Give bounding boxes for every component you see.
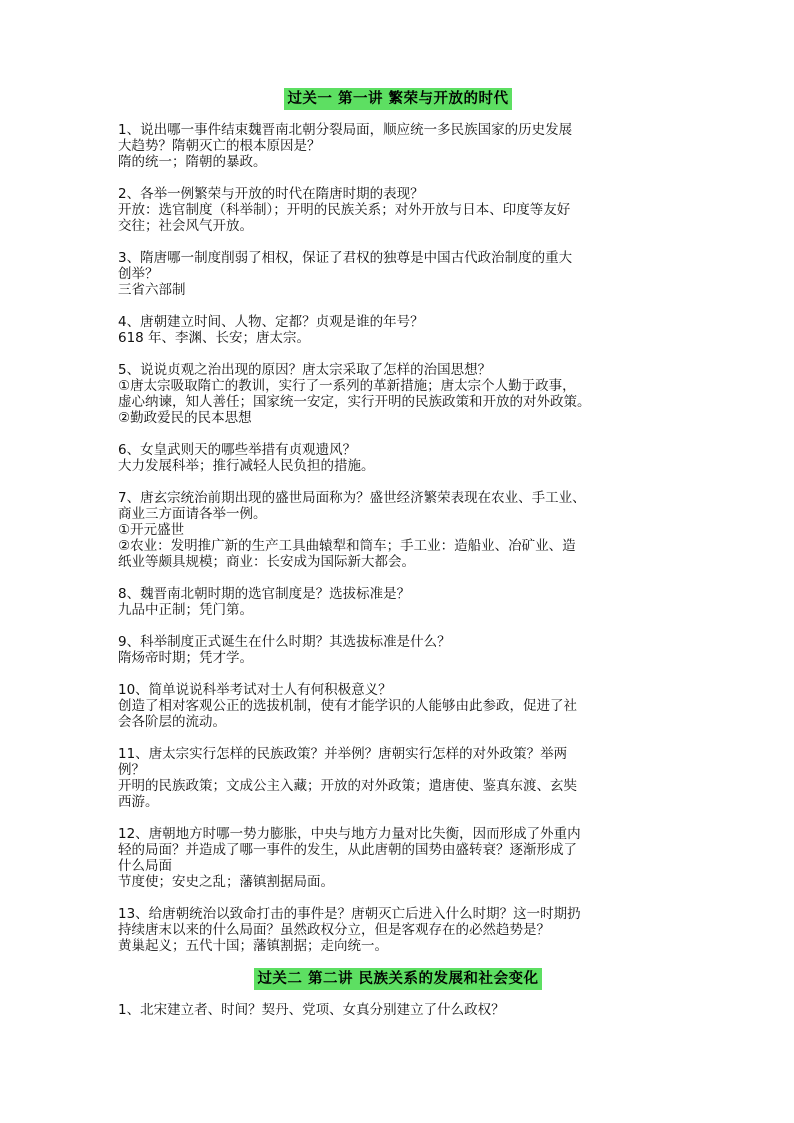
- question-block: [118, 682, 678, 730]
- question-line: 12、唐朝地方时哪一势力膨胀，中央与地方力量对比失衡，因而形成了外重内: [118, 826, 581, 842]
- answer-line: 西游。: [118, 794, 159, 810]
- question-line: 10、简单说说科举考试对士人有何积极意义？: [118, 682, 392, 698]
- question-block: [118, 906, 678, 954]
- question-line: 轻的局面？并造成了哪一事件的发生，从此唐朝的国势由盛转衰？逐渐形成了: [118, 842, 577, 858]
- answer-line: ②农业：发明推广新的生产工具曲辕犁和筒车；手工业：造船业、冶矿业、造: [118, 538, 576, 554]
- question-line: 9、科举制度正式诞生在什么时期？其选拔标准是什么？: [118, 634, 451, 650]
- answer-line: 隋炀帝时期；凭才学。: [118, 650, 253, 666]
- question-block: [118, 442, 678, 474]
- document-page: [118, 86, 678, 1034]
- answer-line: 会各阶层的流动。: [118, 714, 226, 730]
- answer-line: 开放：选官制度（科举制）；开明的民族关系；对外开放与日本、印度等友好: [118, 202, 571, 218]
- answer-line: 隋的统一；隋朝的暴政。: [118, 154, 267, 170]
- section-1-heading: 过关一 第一讲 繁荣与开放的时代: [284, 88, 511, 110]
- question-line: 1、说出哪一事件结束魏晋南北朝分裂局面，顺应统一多民族国家的历史发展: [118, 122, 573, 138]
- question-line: 什么局面: [118, 858, 172, 874]
- question-block: [118, 186, 678, 234]
- question-line: 3、隋唐哪一制度削弱了相权，保证了君权的独尊是中国古代政治制度的重大: [118, 250, 573, 266]
- section-2-heading-row: [118, 968, 678, 990]
- answer-line: 618 年、李渊、长安；唐太宗。: [118, 330, 311, 346]
- answer-line: ①唐太宗吸取隋亡的教训，实行了一系列的革新措施；唐太宗个人勤于政事，: [118, 378, 576, 394]
- section-2-heading: 过关二 第二讲 民族关系的发展和社会变化: [254, 968, 541, 990]
- question-line: 商业三方面请各举一例。: [118, 506, 267, 522]
- answer-line: 三省六部制: [118, 282, 186, 298]
- answer-line: 九品中正制；凭门第。: [118, 602, 253, 618]
- answer-line: 交往；社会风气开放。: [118, 218, 253, 234]
- question-line: 8、魏晋南北朝时期的选官制度是？选拔标准是？: [118, 586, 411, 602]
- section-1-heading-row: [118, 88, 678, 110]
- answer-line: 虚心纳谏，知人善任；国家统一安定，实行开明的民族政策和开放的对外政策。: [118, 394, 591, 410]
- question-line: 1、北宋建立者、时间？契丹、党项、女真分别建立了什么政权？: [118, 1002, 505, 1018]
- question-line: 13、给唐朝统治以致命打击的事件是？唐朝灭亡后进入什么时期？这一时期扔: [118, 906, 581, 922]
- answer-line: 开明的民族政策；文成公主入藏；开放的对外政策；遣唐使、鉴真东渡、玄奘: [118, 778, 577, 794]
- answer-line: 大力发展科举；推行减轻人民负担的措施。: [118, 458, 375, 474]
- section-2-question-list: [118, 1002, 678, 1034]
- question-line: 大趋势？隋朝灭亡的根本原因是？: [118, 138, 321, 154]
- question-block: [118, 746, 678, 810]
- answer-line: ②勤政爱民的民本思想: [118, 410, 252, 426]
- section-1-question-list: [118, 122, 678, 970]
- question-line: 11、唐太宗实行怎样的民族政策？并举例？唐朝实行怎样的对外政策？举两: [118, 746, 568, 762]
- question-block: [118, 250, 678, 298]
- question-line: 持续唐末以来的什么局面？虽然政权分立，但是客观存在的必然趋势是？: [118, 922, 550, 938]
- question-block: [118, 490, 678, 570]
- question-line: 2、各举一例繁荣与开放的时代在隋唐时期的表现？: [118, 186, 424, 202]
- question-line: 例？: [118, 762, 145, 778]
- question-block: [118, 586, 678, 618]
- question-line: 5、说说贞观之治出现的原因？唐太宗采取了怎样的治国思想？: [118, 362, 492, 378]
- question-line: 6、女皇武则天的哪些举措有贞观遗风？: [118, 442, 357, 458]
- question-block: [118, 634, 678, 666]
- question-block: [118, 122, 678, 170]
- answer-line: 纸业等颇具规模；商业：长安成为国际新大都会。: [118, 554, 415, 570]
- question-line: 7、唐玄宗统治前期出现的盛世局面称为？盛世经济繁荣表现在农业、手工业、: [118, 490, 586, 506]
- question-block: [118, 362, 678, 426]
- question-line: 创举？: [118, 266, 159, 282]
- question-line: 4、唐朝建立时间、人物、定都？贞观是谁的年号？: [118, 314, 424, 330]
- answer-line: 黄巢起义；五代十国；藩镇割据；走向统一。: [118, 938, 388, 954]
- answer-line: 创造了相对客观公正的选拔机制，使有才能学识的人能够由此参政，促进了社: [118, 698, 577, 714]
- answer-line: ①开元盛世: [118, 522, 185, 538]
- question-block: [118, 314, 678, 346]
- answer-line: 节度使；安史之乱；藩镇割据局面。: [118, 874, 334, 890]
- question-block: [118, 1002, 678, 1018]
- question-block: [118, 826, 678, 890]
